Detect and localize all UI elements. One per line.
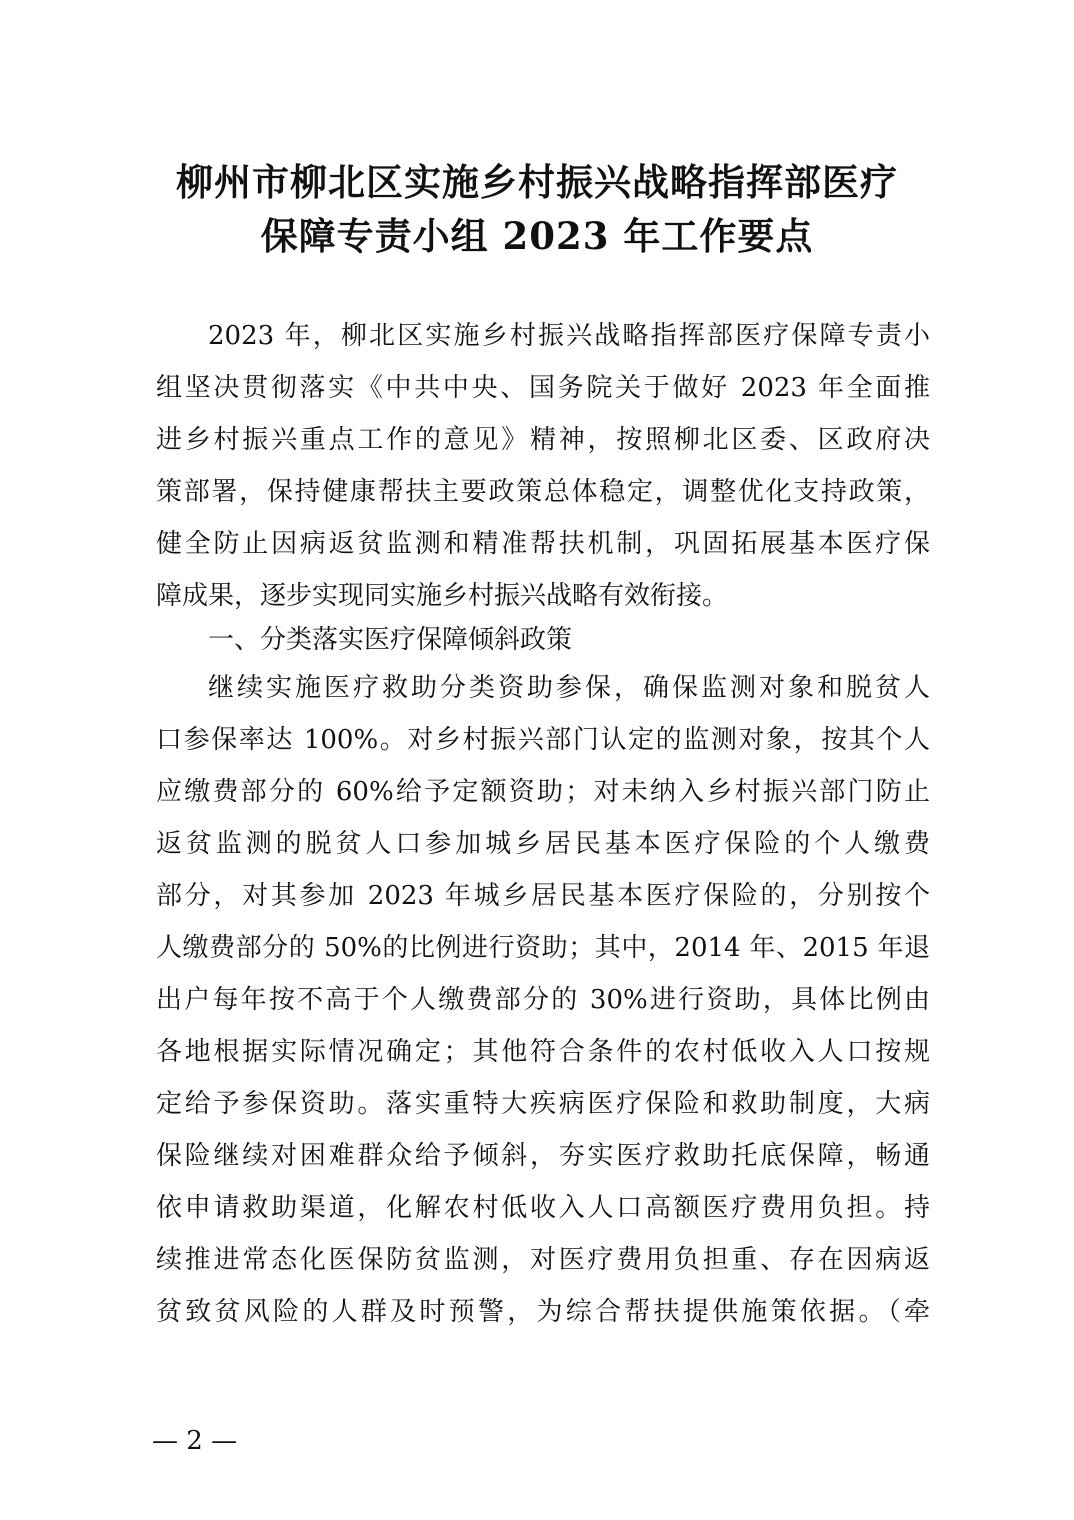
section-1-paragraph-line: 各地根据实际情况确定；其他符合条件的农村低收入人口按规	[156, 1037, 930, 1067]
section-1-paragraph-line: 续推进常态化医保防贫监测，对医疗费用负担重、存在因病返	[156, 1245, 930, 1275]
intro-paragraph-line: 健全防止因病返贫监测和精准帮扶机制，巩固拓展基本医疗保	[156, 529, 930, 559]
section-1-paragraph-line: 贫致贫风险的人群及时预警，为综合帮扶提供施策依据。（牵	[156, 1297, 930, 1327]
section-1-paragraph-line: 应缴费部分的 60%给予定额资助；对未纳入乡村振兴部门防止	[156, 777, 930, 807]
intro-paragraph-line: 2023 年，柳北区实施乡村振兴战略指挥部医疗保障专责小	[208, 321, 930, 351]
intro-paragraph-line: 障成果，逐步实现同实施乡村振兴战略有效衔接。	[156, 581, 729, 611]
intro-paragraph-line: 策部署，保持健康帮扶主要政策总体稳定，调整优化支持政策，	[156, 477, 930, 507]
page-number: — 2 —	[152, 1426, 238, 1456]
section-1-paragraph-line: 依申请救助渠道，化解农村低收入人口高额医疗费用负担。持	[156, 1193, 930, 1223]
section-1-paragraph-line: 出户每年按不高于个人缴费部分的 30%进行资助，具体比例由	[156, 985, 930, 1015]
section-1-paragraph-line: 定给予参保资助。落实重特大疾病医疗保险和救助制度，大病	[156, 1089, 930, 1119]
intro-paragraph-line: 组坚决贯彻落实《中共中央、国务院关于做好 2023 年全面推	[156, 373, 930, 403]
section-1-paragraph-line: 返贫监测的脱贫人口参加城乡居民基本医疗保险的个人缴费	[156, 829, 930, 859]
intro-paragraph-line: 进乡村振兴重点工作的意见》精神，按照柳北区委、区政府决	[156, 425, 930, 455]
section-1-heading: 一、分类落实医疗保障倾斜政策	[208, 625, 573, 655]
section-1-paragraph-line: 继续实施医疗救助分类资助参保，确保监测对象和脱贫人	[208, 673, 930, 703]
section-1-paragraph-line: 部分，对其参加 2023 年城乡居民基本医疗保险的，分别按个	[156, 881, 930, 911]
document-title-line-2: 保障专责小组 2023 年工作要点	[260, 214, 814, 258]
section-1-paragraph-line: 人缴费部分的 50%的比例进行资助；其中，2014 年、2015 年退	[156, 933, 930, 963]
section-1-paragraph-line: 保险继续对困难群众给予倾斜，夯实医疗救助托底保障，畅通	[156, 1141, 930, 1171]
section-1-paragraph-line: 口参保率达 100%。对乡村振兴部门认定的监测对象，按其个人	[156, 725, 930, 755]
document-title-line-1: 柳州市柳北区实施乡村振兴战略指挥部医疗	[176, 160, 898, 204]
